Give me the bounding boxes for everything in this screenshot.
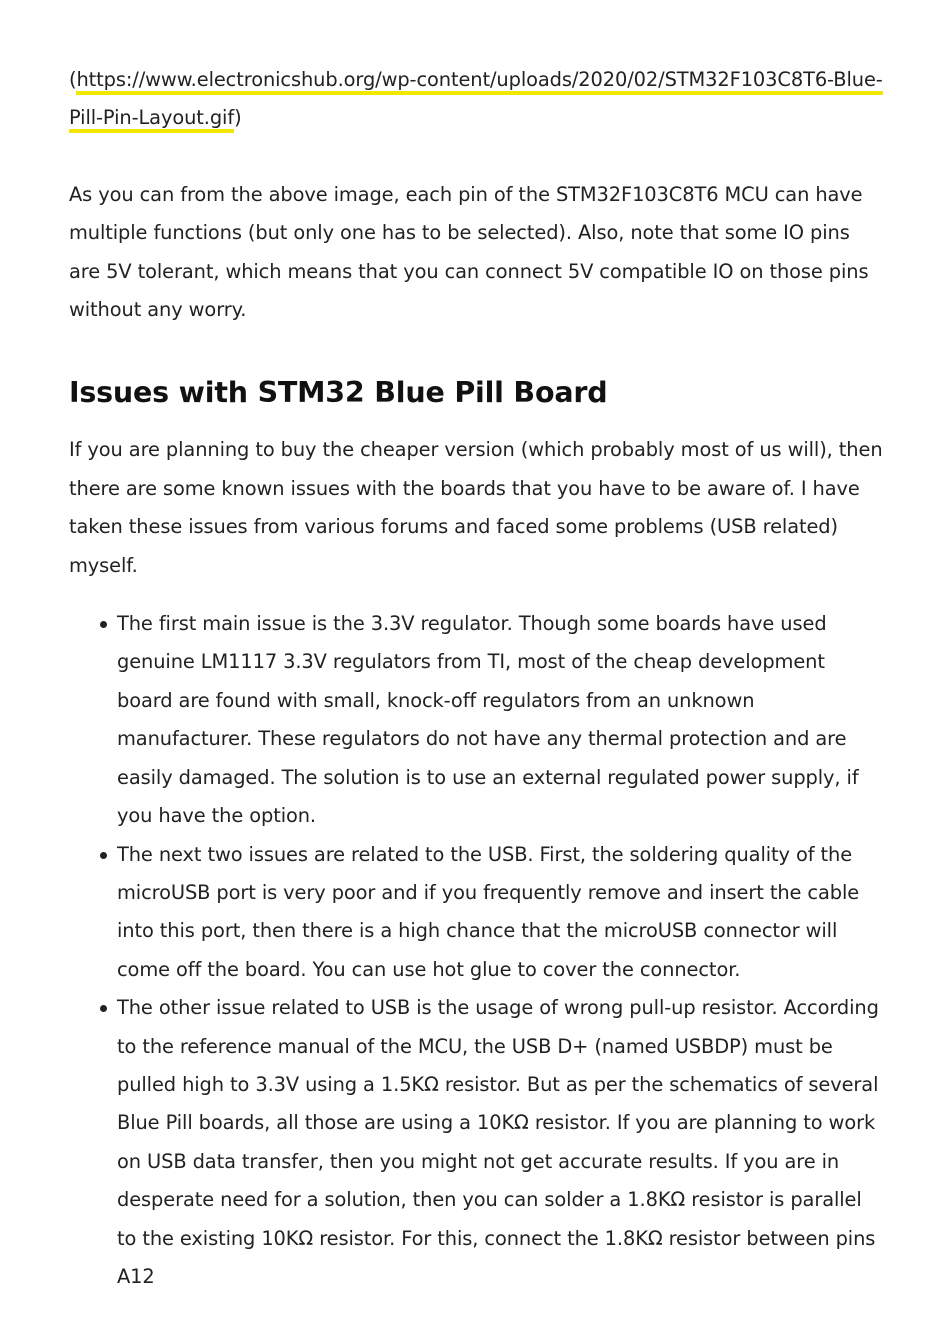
issues-list bbox=[69, 605, 884, 1296]
image-source-link-line2[interactable]: Pill-Pin-Layout.gif bbox=[69, 106, 234, 133]
list-item-text: The first main issue is the 3.3V regulator. Though some boards have used genuine LM1117 3.3V regulators from TI, most of the cheap development board are found with small, knock-off regulators from an unknown manufacturer. These regulators do not have any thermal protection and are easily damaged. The solution is to use an external regulated power supply, if you have the option. bbox=[117, 612, 859, 828]
list-item bbox=[69, 605, 884, 835]
bullet-icon bbox=[100, 852, 107, 859]
article-body bbox=[69, 61, 884, 1296]
list-item-text: The next two issues are related to the USB. First, the soldering quality of the microUSB port is very poor and if you frequently remove and insert the cable into this port, then there is a high chance that the microUSB connector will come off the board. You can use hot glue to cover the connector. bbox=[117, 842, 860, 981]
intro-paragraph: As you can from the above image, each pin of the STM32F103C8T6 MCU can have multiple functions (but only one has to be selected). Also, note that some IO pins are 5V tolerant, which means that you can connect 5V compatible IO on those pins without any worry. bbox=[69, 182, 869, 322]
section-paragraph: If you are planning to buy the cheaper version (which probably most of us will), then there are some known issues with the boards that you have to be aware of. I have taken these issues from various forums and faced some problems (USB related) myself. bbox=[69, 438, 883, 577]
bullet-icon bbox=[100, 1005, 107, 1012]
open-paren: ( bbox=[69, 68, 77, 91]
list-item bbox=[69, 836, 884, 990]
list-item bbox=[69, 989, 884, 1296]
bullet-icon bbox=[100, 621, 107, 628]
close-paren: ) bbox=[234, 106, 242, 130]
section-heading: Issues with STM32 Blue Pill Board bbox=[69, 376, 608, 410]
image-source-link-paragraph bbox=[69, 61, 884, 138]
image-source-link-line1[interactable]: https://www.electronicshub.org/wp-content/uploads/2020/02/STM32F103C8T6-Blue- bbox=[76, 68, 882, 95]
list-item-text: The other issue related to USB is the usage of wrong pull-up resistor. According to the reference manual of the MCU, the USB D+ (named USBDP) must be pulled high to 3.3V using a 1.5KΩ resistor. But as per the schematics of several Blue Pill boards, all those are using a 10KΩ resistor. If you are planning to work on USB data transfer, then you might not get accurate results. If you are in desperate need for a solution, then you can solder a 1.8KΩ resistor is parallel to the existing 10KΩ resistor. For this, connect the 1.8KΩ resistor between pins A12 bbox=[117, 996, 879, 1288]
